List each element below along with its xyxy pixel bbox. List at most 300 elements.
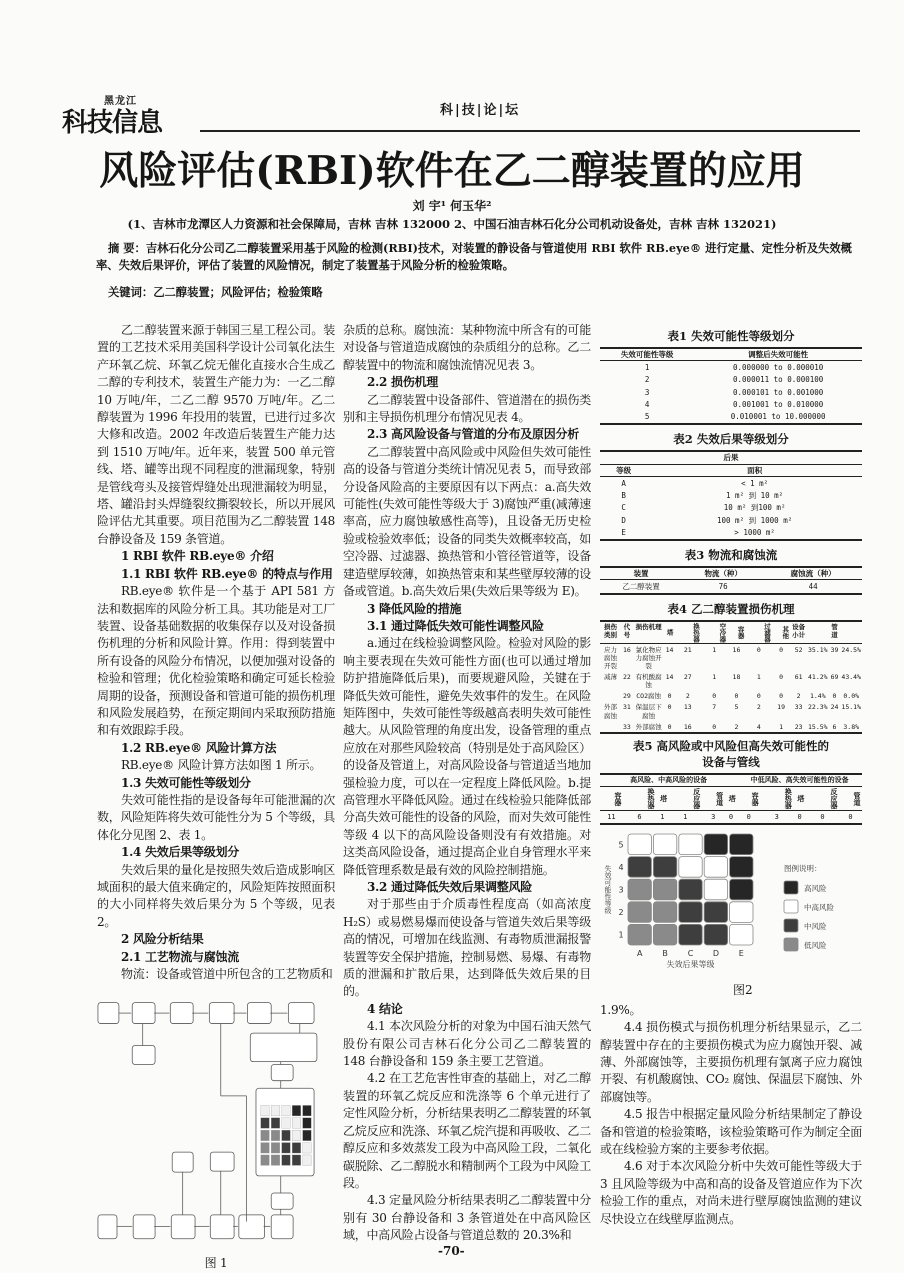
- table-group-header: 中低风险、高失效可能性的设备: [737, 774, 862, 786]
- mini-matrix-cell: [292, 1155, 301, 1165]
- paragraph: 对于那些由于介质毒性程度高（如高浓度 H₂S）或易燃易爆而使设备与管道失效后果等级高的情况，可增加在线监测、有毒物质泄漏报警装置等安全保护措施，控制易燃、易爆、有毒物质的泄漏和扩散后果，达到降低失效后果的目的。: [343, 897, 591, 999]
- flowchart-box: [271, 1065, 293, 1081]
- authors: 刘 宇¹ 何玉华²: [412, 199, 492, 213]
- table-row: [600, 399, 862, 411]
- risk-matrix-cell: [704, 879, 727, 900]
- table-cell: 4: [644, 400, 650, 409]
- mini-matrix-cell: [292, 1143, 301, 1153]
- paragraph: 1.9%。: [600, 1002, 642, 1017]
- table-title: 表1 失效可能性等级划分: [667, 329, 795, 343]
- risk-matrix-cell: [730, 856, 753, 877]
- y-tick-label: 2: [618, 907, 624, 917]
- table-cell: 1: [779, 722, 784, 731]
- table-row: [600, 527, 862, 540]
- column-1-text: [97, 322, 335, 983]
- table-row: [600, 489, 862, 501]
- x-tick-label: B: [662, 948, 668, 958]
- table-row: [600, 514, 862, 526]
- table-row: [600, 811, 862, 824]
- mini-matrix-cell: [303, 1131, 312, 1141]
- mini-matrix-cell: [282, 1155, 291, 1165]
- section-heading: 1.3 失效可能性等级划分: [121, 775, 251, 790]
- table-cell: 35.1%: [808, 645, 828, 654]
- table-cell: 0: [832, 692, 837, 701]
- column-header: 管道: [829, 621, 841, 644]
- risk-matrix-cell: [679, 879, 702, 900]
- y-axis-label: 失效可能性等级: [604, 864, 612, 914]
- table-row: [600, 477, 862, 490]
- figure-2-caption: 图2: [733, 982, 753, 997]
- table-cell: 4: [756, 722, 761, 731]
- mini-matrix-cell: [261, 1155, 270, 1165]
- column-header: 空冷器: [701, 621, 727, 644]
- table-row: [600, 691, 862, 702]
- column-3-text: [600, 1002, 862, 1228]
- mini-matrix-cell: [303, 1155, 312, 1165]
- table-cell: 0: [667, 703, 672, 712]
- table-cell: A: [621, 478, 626, 488]
- risk-matrix-cell: [730, 924, 753, 945]
- table-cell: C: [621, 503, 626, 513]
- paragraph: 失效可能性指的是设备每年可能泄漏的次数，风险矩阵将失效可能性分为 5 个等级，具体化分见图 2、表 1。: [97, 792, 335, 842]
- section-heading: 3 降低风险的措施: [367, 601, 462, 616]
- table-cell: 0: [667, 692, 672, 701]
- column-header: 物流（种）: [682, 567, 764, 580]
- table-cell: 76: [718, 581, 728, 591]
- table-cell: E: [621, 528, 626, 537]
- x-tick-label: A: [636, 948, 643, 958]
- table-cell: 100 m² 到 1000 m²: [717, 515, 793, 525]
- paragraph: 乙二醇装置中高风险或中风险但失效可能性高的设备与管道分类统计情况见表 5，而导致部分设备风险高的主要原因有以下两点：a.高失效可能性(失效可能性等级大于 3)腐蚀严重(减薄速率高，应力腐蚀敏感性高等)，且设备无历史检验或检验效率低；设备的同类失效概率较高，如空冷器、过滤器、换热管和小管径管道等，设备建造壁厚较薄，如换热管束和某些壁厚较薄的设备或管道。b.高失效后果(失效后果等级为 E)。: [343, 444, 591, 599]
- table-cell: 0: [734, 692, 739, 701]
- logo-name: 科技信息: [62, 108, 163, 138]
- risk-matrix-cell: [679, 902, 702, 923]
- column-header: 换热器: [760, 787, 793, 811]
- flowchart-box: [98, 1003, 119, 1024]
- column-header: 失效可能性等级: [600, 348, 694, 361]
- table-cell: 1: [712, 645, 717, 654]
- table-cell: 1: [683, 812, 688, 821]
- mini-matrix-cell: [282, 1118, 291, 1128]
- legend-label: 低风险: [804, 940, 827, 950]
- paragraph: 乙二醇装置来源于韩国三星工程公司。装置的工艺技术采用美国科学设计公司氧化法生产环氧乙烷、环氧乙烷无催化直接水合生成乙二醇的专利技术，装置生产能力为：一乙二醇 10 万吨/年，二乙二醇 9570 万吨/年。乙二醇装置为 1996 年投用的装置，已进行过多次大修和改造。2002 年改造后装置生产能力达到 1510 万吨/年。近年来，装置 500 单元管线、塔、罐等出现不同程度的泄漏现象，特别是管线弯头及接管焊缝处出现泄漏较为明显，塔、罐沿封头焊缝裂纹撕裂较长，所以开展风险评估尤其重要。项目范围为乙二醇装置 148 台静设备及 159 条管道。: [97, 323, 335, 546]
- figure-2-risk-matrix: [600, 831, 862, 981]
- table-cell: 0: [779, 645, 784, 654]
- table-cell: 0: [667, 722, 672, 731]
- table-cell: 氯化物应力腐蚀开裂: [635, 645, 662, 670]
- table-cell: 18: [732, 673, 741, 681]
- section-heading: 3.1 通过降低失效可能性调整风险: [367, 618, 544, 633]
- table-row: [600, 361, 862, 374]
- flowchart-box: [172, 1153, 193, 1173]
- flowchart-box: [98, 1215, 117, 1239]
- column-header: 容器: [600, 787, 623, 811]
- column-1: [97, 322, 335, 1273]
- column-2: [343, 322, 591, 1245]
- table-cell: 39: [830, 645, 839, 654]
- table-cell: 6: [637, 812, 642, 821]
- legend-title: 图例说明：: [784, 863, 822, 873]
- risk-matrix-cell: [628, 856, 651, 877]
- table-row: [600, 411, 862, 424]
- table-cell: 1: [644, 362, 650, 372]
- column-header: 容器: [727, 621, 745, 644]
- table-group-header: 后果: [600, 451, 862, 464]
- table-cell: 43.4%: [841, 673, 861, 681]
- table-cell: 0.000011 to 0.000100: [733, 375, 824, 385]
- flowchart-box: [132, 1003, 155, 1024]
- table-cell: 21: [683, 645, 692, 654]
- paragraph: 4.3 定量风险分析结果表明乙二醇装置中分别有 30 台静设备和 3 条管道处在中高风险区域，中高风险占设备与管道总数的 20.3%和: [343, 1193, 591, 1243]
- paragraph: 杂质的总称。腐蚀流：某种物流中所含有的可能对设备与管道造成腐蚀的杂质组分的总称。乙二醇装置中的物流和腐蚀流情况见表 3。: [343, 323, 591, 372]
- mini-matrix-cell: [292, 1131, 301, 1141]
- table-row: [600, 374, 862, 386]
- flowchart-box: [171, 1215, 195, 1239]
- section-heading: 2 风险分析结果: [121, 932, 204, 947]
- legend-swatch-medium_high: [784, 900, 798, 913]
- table-cell: 11: [607, 812, 616, 821]
- table-cell: 22.3%: [808, 703, 828, 712]
- table-cell: 27: [683, 673, 692, 681]
- flowchart-box: [133, 1215, 155, 1239]
- paragraph: 物流：设备或管道中所包含的工艺物质和: [121, 967, 333, 982]
- column-header: 其他: [772, 621, 790, 644]
- column-header: 换热器: [675, 621, 701, 644]
- column-header: 损伤机理: [633, 621, 665, 644]
- table-cell: 16: [683, 722, 692, 731]
- table-cell: 2: [796, 692, 801, 701]
- section-heading: 2.1 工艺物流与腐蚀流: [121, 949, 240, 964]
- paper-title: 风险评估(RBI)软件在乙二醇装置的应用: [99, 148, 805, 194]
- x-axis-label: 失效后果等级: [666, 959, 715, 969]
- table-cell: 22: [622, 673, 631, 681]
- legend-swatch-low: [784, 938, 798, 951]
- mini-matrix-cell: [292, 1106, 301, 1116]
- legend-label: 中高风险: [804, 902, 834, 912]
- mini-matrix-cell: [282, 1131, 291, 1141]
- mini-matrix-cell: [261, 1118, 270, 1128]
- table-cell: 0.000000 to 0.000010: [733, 362, 824, 372]
- column-header: 塔: [656, 787, 669, 811]
- table-cell: 0: [756, 645, 761, 654]
- header-rule: [200, 130, 860, 132]
- risk-matrix-cell: [653, 834, 676, 855]
- risk-matrix-cell: [653, 856, 676, 877]
- risk-matrix-cell: [628, 924, 651, 945]
- risk-matrix-cell: [679, 924, 702, 945]
- table-2: [600, 431, 862, 541]
- table-cell: 44: [808, 581, 818, 591]
- y-tick-label: 5: [618, 840, 624, 850]
- column-header: 等级: [600, 464, 647, 476]
- column-header: 面积: [647, 464, 862, 476]
- table-cell: [600, 691, 621, 702]
- legend-label: 高风险: [804, 883, 827, 893]
- column-header: 调整后失效可能性: [694, 348, 862, 361]
- mini-matrix-cell: [292, 1118, 301, 1128]
- table-row: [600, 672, 862, 691]
- table-cell: 2: [734, 722, 739, 731]
- legend-swatch-medium: [784, 919, 798, 932]
- table-cell: 24: [830, 703, 839, 712]
- table-cell: 0: [779, 673, 784, 681]
- abstract: 摘 要：吉林石化分公司乙二醇装置采用基于风险的检测(RBI)技术，对装置的静设备与管道使用 RBI 软件 RB.eye® 进行定量、定性分析及失效概率、失效后果评价，评估了装置的风险情况，制定了装置基于风险分析的检验策略。: [96, 241, 852, 272]
- risk-matrix-cell: [653, 902, 676, 923]
- table-cell: 0: [848, 812, 853, 821]
- table-cell: 0.001001 to 0.010000: [733, 400, 824, 409]
- table-cell: 23: [794, 722, 803, 731]
- risk-matrix-cell: [704, 856, 727, 877]
- logo-region: 黑龙江: [104, 96, 137, 107]
- table-cell: 5: [734, 703, 739, 712]
- paragraph: 失效后果的量化是按照失效后造成影响区域面积的最大值来确定的，风险矩阵按照面积的大小同样将失效后果分为 5 个等级，见表 2。: [97, 862, 335, 929]
- table-cell: 1 m² 到 10 m²: [726, 490, 784, 500]
- flowchart-box: [271, 1215, 293, 1239]
- table-cell: 61: [794, 673, 803, 681]
- table-cell: 0: [756, 692, 761, 701]
- mini-matrix-cell: [303, 1143, 312, 1153]
- table-cell: 3.8%: [843, 722, 860, 731]
- table-cell: 减薄: [603, 673, 617, 681]
- table-cell: 2: [685, 692, 690, 701]
- mini-matrix-cell: [303, 1118, 312, 1128]
- paragraph: RB.eye® 软件是一个基于 API 581 方法和数据库的风险分析工具。其功能是对工厂装置、设备基础数据的收集保存以及对设备损伤机理的分析和风险计算。作用：得到装置中所有设备的风险分布情况，以便加强对设备的检验和管理；优化检验策略和确定可延长检验周期的设备，预测设备和管道可能的损伤机理和风险发展趋势，在预定期间内采取预防措施和有效跟踪手段。: [97, 584, 335, 738]
- y-tick-label: 3: [618, 885, 624, 895]
- flowchart-box: [271, 1193, 293, 1209]
- column-header: 设备小计: [790, 621, 807, 644]
- flowchart-box: [170, 1003, 193, 1024]
- table-cell: 0: [797, 812, 802, 821]
- section-heading: 1.1 RBI 软件 RB.eye® 的特点与作用: [121, 566, 333, 581]
- mini-matrix-cell: [303, 1106, 312, 1116]
- x-tick-label: C: [687, 948, 694, 958]
- column-header: 过滤器: [746, 621, 772, 644]
- mini-matrix-cell: [271, 1118, 280, 1128]
- table-cell: 15.1%: [841, 703, 861, 712]
- flowchart-box: [132, 1046, 155, 1065]
- column-header: 塔: [793, 787, 806, 811]
- legend-swatch-high: [784, 881, 798, 894]
- risk-matrix-cell: [679, 834, 702, 855]
- table-title: 表2 失效后果等级划分: [673, 432, 789, 447]
- table-cell: 33: [622, 722, 631, 731]
- table-cell: 14: [665, 673, 674, 681]
- paragraph: 4.6 对于本次风险分析中失效可能性等级大于 3 且风险等级为中高和高的设备及管道应作为下次检验工作的重点，对尚未进行壁厚腐蚀监测的建议尽快设立在线壁厚监测点。: [600, 1159, 862, 1226]
- section-heading: 2.3 高风险设备与管道的分布及原因分析: [367, 427, 580, 442]
- table-cell: 2: [756, 703, 761, 712]
- section-heading: 2.2 损伤机理: [367, 375, 439, 390]
- flowchart-box: [239, 1215, 265, 1239]
- table-cell: 保温层下腐蚀: [635, 703, 662, 720]
- table-title: 表3 物流和腐蚀流: [684, 547, 778, 562]
- table-cell: 15.5%: [808, 722, 828, 731]
- table-cell: 0: [728, 812, 734, 821]
- section-heading: 4 结论: [367, 1001, 403, 1016]
- table-cell: 10 m² 到100 m²: [723, 503, 786, 513]
- table-cell: 3: [644, 387, 650, 397]
- section-heading: 1.2 RB.eye® 风险计算方法: [121, 740, 277, 755]
- paragraph: a.通过在线检验调整风险。检验对风险的影响主要表现在失效可能性方面(也可以通过增加防护措施降低后果)，而要规避风险，关键在于降低失效可能性，避免失效事件的发生。在风险矩阵图中，失效可能性等级越高表明失效可能性越大。从风险管理的角度出发，设备管理的重点应放在对那些风险较高（特别是处于高风险区）的设备及管道上，对高风险设备与管道适当地加强检验力度，可以在一定程度上降低风险。b.提高管理水平降低风险。通过在线检验只能降低部分高失效可能性的设备的风险，而对失效可能性等级 4 以下的高风险设备则没有有效措施。对这类高风险设备，通过提高企业自身管理水平来降低管理系数是最有效的风险控制措施。: [343, 636, 591, 877]
- table-cell: 0: [820, 812, 825, 821]
- table-row: [600, 580, 862, 594]
- flowchart-box: [210, 1215, 234, 1239]
- risk-matrix-cell: [730, 879, 753, 900]
- mini-matrix-cell: [282, 1143, 291, 1153]
- column-header: 塔: [725, 787, 738, 811]
- mini-matrix-cell: [261, 1131, 270, 1141]
- table-cell: 0: [746, 812, 751, 821]
- column-header: 反应器: [806, 787, 839, 811]
- table-cell: 0: [779, 692, 784, 701]
- table-cell: 1: [712, 673, 717, 681]
- table-4: [600, 601, 862, 735]
- mini-matrix-cell: [271, 1143, 280, 1153]
- table-cell: 14: [665, 645, 674, 654]
- paragraph: 4.2 在工艺危害性审查的基础上，对乙二醇装置的环氧乙烷反应和洗涤等 6 个单元进行了定性风险分析，分析结果表明乙二醇装置的环氧乙烷反应和洗涤、环氧乙烷汽提和再吸收、乙二醇反应和多效蒸发工段为中高风险工段，二氧化碳脱除、乙二醇脱水和精制两个工段为中风险工段。: [343, 1071, 591, 1190]
- paragraph: 乙二醇装置中设备部件、管道潜在的损伤类别和主导损伤机理分布情况见表 4。: [343, 392, 591, 425]
- table-title: 表5 高风险或中风险但高失效可能性的设备与管线: [632, 739, 829, 770]
- table-cell: [600, 721, 621, 733]
- figure-1-caption: 图 1: [204, 1256, 228, 1271]
- x-tick-label: E: [738, 948, 744, 958]
- risk-matrix-cell: [679, 856, 702, 877]
- affiliation: (1、吉林市龙潭区人力资源和社会保障局，吉林 吉林 132000 2、中国石油吉林石化分公司机动设备处，吉林 吉林 132021): [127, 217, 777, 231]
- flowchart-box: [247, 1003, 271, 1024]
- table-cell: 7: [712, 703, 717, 712]
- risk-matrix-cell: [730, 902, 753, 923]
- table-cell: 1.4%: [809, 692, 826, 701]
- risk-matrix-cell: [653, 879, 676, 900]
- table-cell: 6: [832, 722, 837, 731]
- section-heading: 1.4 失效后果等级划分: [121, 845, 240, 860]
- flowchart-box: [250, 1034, 317, 1063]
- column-3: [600, 326, 862, 1228]
- table-cell: 69: [830, 673, 839, 681]
- mini-matrix-cell: [271, 1131, 280, 1141]
- table-1: [600, 328, 862, 425]
- table-cell: 29: [622, 692, 631, 701]
- table-cell: 1: [756, 673, 761, 681]
- column-header: 塔: [664, 621, 674, 644]
- table-row: [600, 386, 862, 398]
- y-tick-label: 1: [618, 930, 624, 940]
- table-row: [600, 721, 862, 733]
- flowchart-box: [209, 1003, 234, 1024]
- mini-matrix-cell: [261, 1106, 270, 1116]
- table-cell: 5: [644, 412, 650, 422]
- flowchart-box: [210, 1153, 234, 1172]
- table-row: [600, 644, 862, 672]
- table-cell: CO2腐蚀: [636, 692, 661, 701]
- table-cell: < 1 m²: [741, 478, 769, 488]
- column-header: 容器: [737, 787, 760, 811]
- paragraph: RB.eye® 风险计算方法如图 1 所示。: [121, 758, 322, 773]
- risk-matrix-cell: [628, 834, 651, 855]
- table-cell: 外部腐蚀: [603, 703, 617, 720]
- mini-matrix-cell: [271, 1106, 280, 1116]
- table-cell: B: [621, 490, 626, 500]
- table-cell: 19: [777, 703, 785, 712]
- column-header: [840, 621, 862, 644]
- page-number: -70-: [438, 1244, 465, 1258]
- table-cell: > 1000 m²: [734, 528, 775, 537]
- column-header: 代号: [621, 621, 633, 644]
- risk-matrix-cell: [704, 924, 727, 945]
- table-title: 表4 乙二醇装置损伤机理: [667, 601, 795, 616]
- table-cell: 0.0%: [843, 692, 860, 701]
- table-cell: 0: [712, 722, 717, 731]
- figure-1-flowchart: [97, 993, 335, 1255]
- risk-matrix-cell: [628, 879, 651, 900]
- risk-matrix-cell: [653, 924, 676, 945]
- table-cell: 乙二醇装置: [622, 581, 660, 591]
- column-header: 装置: [600, 567, 682, 580]
- risk-matrix-cell: [628, 902, 651, 923]
- column-header: 管道: [702, 787, 725, 811]
- table-cell: 41.2%: [808, 673, 828, 681]
- table-cell: 3: [774, 812, 779, 821]
- x-tick-label: D: [712, 948, 719, 958]
- journal-logo: [62, 92, 202, 138]
- table-cell: 33: [794, 703, 803, 712]
- table-cell: 0.010001 to 10.000000: [730, 412, 826, 422]
- table-row: [600, 502, 862, 514]
- table-cell: 31: [622, 703, 631, 712]
- column-header: 换热器: [623, 787, 656, 811]
- table-5: [600, 738, 862, 825]
- risk-matrix-cell: [704, 834, 727, 855]
- table-3: [600, 547, 862, 595]
- section-heading: 1 RBI 软件 RB.eye® 介绍: [121, 549, 274, 564]
- paragraph: 4.4 损伤模式与损伤机理分析结果显示，乙二醇装置中存在的主要损伤模式为应力腐蚀开裂、减薄、外部腐蚀等，主要损伤机理有氯离子应力腐蚀开裂、有机酸腐蚀、CO₂ 腐蚀、保温层下腐蚀、外部腐蚀等。: [600, 1020, 862, 1104]
- keywords: 关键词：乙二醇装置；风险评估；检验策略: [108, 285, 323, 299]
- table-cell: 0.000101 to 0.001000: [733, 387, 824, 397]
- section-label: 科|技|论|坛: [440, 103, 521, 118]
- mini-matrix-cell: [261, 1143, 270, 1153]
- section-heading: 3.2 通过降低失效后果调整风险: [367, 880, 533, 894]
- table-cell: 3: [711, 812, 716, 821]
- risk-matrix-cell: [704, 902, 727, 923]
- legend-label: 中风险: [804, 921, 827, 931]
- table-row: [600, 702, 862, 721]
- risk-matrix-cell: [730, 834, 753, 855]
- table-cell: 1: [660, 812, 665, 821]
- column-header: 腐蚀流（种）: [764, 567, 862, 580]
- mini-matrix-cell: [271, 1155, 280, 1165]
- flowchart-box: [288, 1003, 314, 1024]
- column-header: 损伤类别: [600, 621, 621, 644]
- table-cell: 16: [622, 645, 631, 654]
- table-cell: 外部腐蚀: [635, 722, 662, 731]
- table-cell: D: [621, 515, 626, 525]
- table-cell: 24.5%: [841, 645, 861, 654]
- paragraph: 4.5 报告中根据定量风险分析结果制定了静设备和管道的检验策略，该检验策略可作为制定全面或在线检验方案的主要参考依据。: [600, 1107, 862, 1156]
- table-cell: 16: [732, 645, 741, 654]
- column-header: 反应器: [669, 787, 702, 811]
- mini-matrix-cell: [282, 1106, 291, 1116]
- tables: [600, 328, 862, 825]
- column-header: [807, 621, 829, 644]
- table-cell: 52: [794, 645, 803, 654]
- paragraph: 4.1 本次风险分析的对象为中国石油天然气股份有限公司吉林石化分公司乙二醇装置的 148 台静设备和 159 条主要工艺管道。: [343, 1019, 591, 1069]
- table-cell: 2: [644, 375, 650, 385]
- table-cell: 13: [683, 703, 692, 712]
- y-tick-label: 4: [618, 862, 624, 872]
- table-cell: 有机酸腐蚀: [635, 673, 662, 690]
- table-cell: 应力腐蚀开裂: [603, 645, 617, 670]
- table-group-header: 高风险、中高风险的设备: [600, 774, 737, 786]
- column-header: 管道: [839, 787, 862, 811]
